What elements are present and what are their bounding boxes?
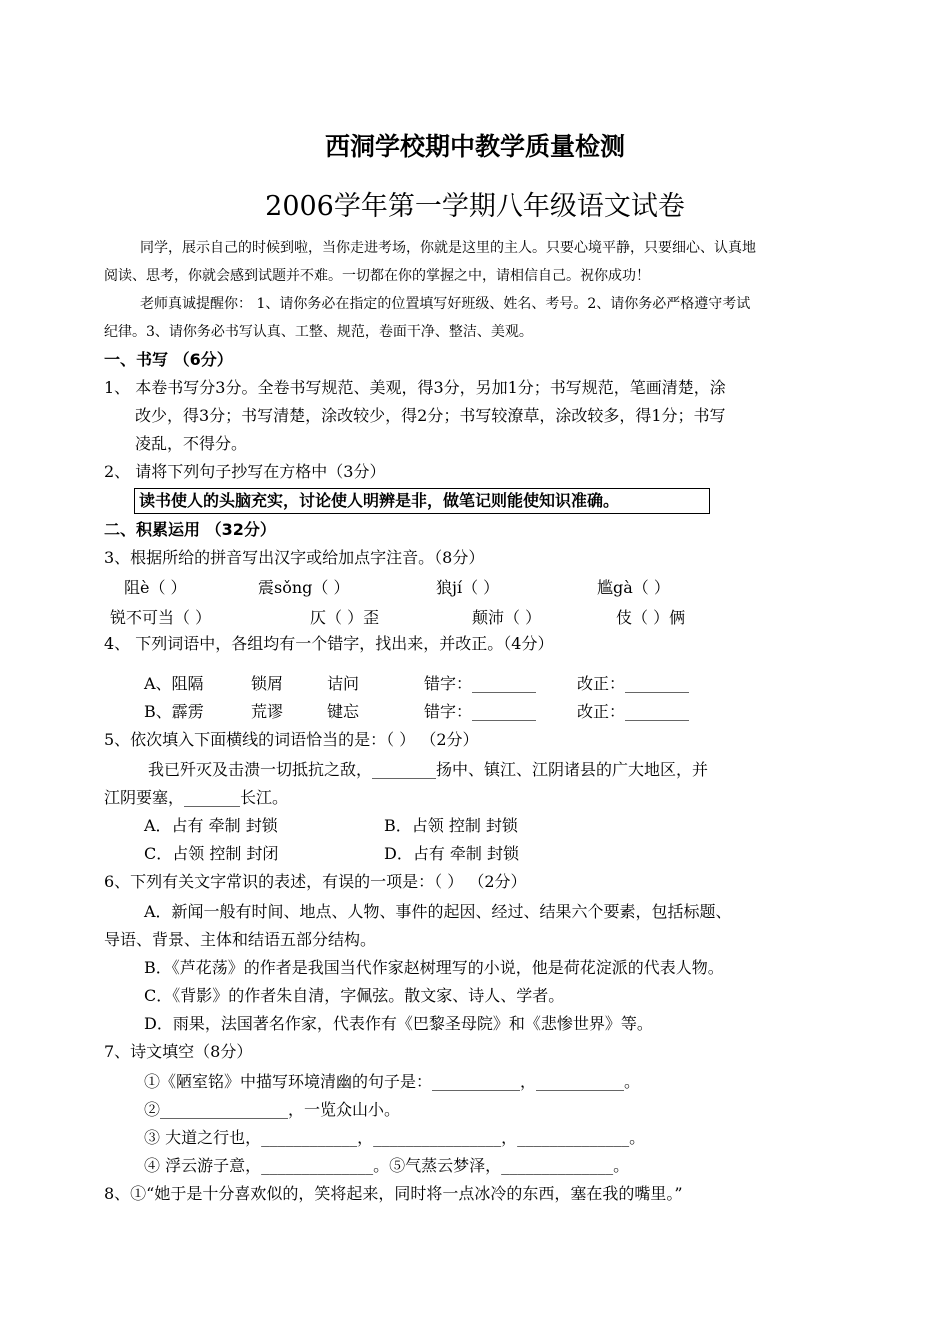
q6-prompt: 6、下列有关文字常识的表述，有误的一项是：（ ） （2分） (104, 872, 527, 891)
q7-prompt: 7、诗文填空（8分） (104, 1042, 253, 1061)
annotate-item: 仄（ ）歪 (310, 608, 380, 627)
q5-option: A．占有 牵制 封锁 (144, 816, 278, 835)
pinyin-item: 狼jí（ ） (436, 578, 500, 597)
q5-option: C．占领 控制 封闭 (144, 844, 279, 863)
q7-item-1: ①《陋室铭》中描写环境清幽的句子是：___________，___________。 (144, 1072, 641, 1091)
q8-prompt: 8、①“她于是十分喜欢似的，笑将起来，同时将一点冰冷的东西，塞在我的嘴里。” (104, 1184, 683, 1203)
q6-option-c: C．《背影》的作者朱自清，字佩弦。散文家、诗人、学者。 (144, 986, 565, 1005)
q7-item-2: ②________________，一览众山小。 (144, 1100, 401, 1119)
q5-option: B．占领 控制 封锁 (384, 816, 518, 835)
q4b-word: 荒谬 (251, 702, 284, 721)
q6-option-a-2: 导语、背景、主体和结语五部分结构。 (104, 930, 377, 949)
pinyin-item: 阻è（ ） (124, 578, 187, 597)
q4b-word: B、霹雳 (144, 702, 204, 721)
q7-item-3: ③ 大道之行也，____________，________________，______________。 (144, 1128, 646, 1147)
exam-subtitle: 2006学年第一学期八年级语文试卷 (265, 191, 685, 222)
q4b-error: 错字：________ (424, 702, 537, 721)
q4b-fix: 改正：________ (577, 702, 690, 721)
q4-prompt: 4、 下列词语中，各组均有一个错字，找出来，并改正。（4分） (104, 634, 554, 653)
intro-line-4: 纪律。3、请你务必书写认真、工整、规范，卷面干净、整洁、美观。 (104, 324, 533, 340)
section1-heading: 一、书写 （6分） (104, 350, 233, 369)
intro-line-1: 同学，展示自己的时候到啦，当你走进考场，你就是这里的主人。只要心境平静，只要细心、认真地 (140, 240, 756, 256)
q4a-error: 错字：________ (424, 674, 537, 693)
q5-option: D．占有 牵制 封锁 (384, 844, 520, 863)
q5-prompt: 5、依次填入下面横线的词语恰当的是：（ ） （2分） (104, 730, 479, 749)
q4a-word: 锁屑 (251, 674, 284, 693)
q3-prompt: 3、根据所给的拼音写出汉字或给加点字注音。（8分） (104, 548, 485, 567)
intro-line-2: 阅读、思考，你就会感到试题并不难。一切都在你的掌握之中，请相信自己。祝你成功！ (104, 268, 650, 284)
q7-item-4: ④ 浮云游子意，______________。⑤气蒸云梦泽，______________。 (144, 1156, 630, 1175)
section2-heading: 二、积累运用 （32分） (104, 520, 276, 539)
q4a-fix: 改正：________ (577, 674, 690, 693)
q6-option-d: D．雨果，法国著名作家，代表作有《巴黎圣母院》和《悲惨世界》等。 (144, 1014, 653, 1033)
q4b-word: 键忘 (327, 702, 360, 721)
exam-title: 西洞学校期中教学质量检测 (324, 132, 625, 161)
q1-line-3: 凌乱，不得分。 (135, 434, 248, 453)
q6-option-a-1: A．新闻一般有时间、地点、人物、事件的起因、经过、结果六个要素，包括标题、 (144, 902, 732, 921)
q5-text-1: 我已歼灭及击溃一切抵抗之敌，________扬中、镇江、江阴诸县的广大地区，并 (148, 760, 709, 779)
q5-text-2: 江阴要塞，_______长江。 (104, 788, 289, 807)
q6-option-b: B．《芦花荡》的作者是我国当代作家赵树理写的小说，他是荷花淀派的代表人物。 (144, 958, 724, 977)
pinyin-item: 尴gà（ ） (597, 578, 670, 597)
q4a-word: A、阻隔 (144, 674, 204, 693)
pinyin-item: 震sǒng（ ） (258, 578, 350, 597)
annotate-item: 颠沛（ ） (472, 608, 542, 627)
q4a-word: 诘问 (327, 674, 360, 693)
annotate-item: 伎（ ）俩 (616, 608, 686, 627)
intro-line-3: 老师真诚提醒你： 1、请你务必在指定的位置填写好班级、姓名、考号。2、请你务必严格遵守考试 (140, 296, 751, 312)
q2-prompt: 2、 请将下列句子抄写在方格中（3分） (104, 462, 386, 481)
q1-line-1: 1、 本卷书写分3分。全卷书写规范、美观，得3分，另加1分；书写规范，笔画清楚，涂 (104, 378, 726, 397)
annotate-item: 锐不可当（ ） (110, 608, 212, 627)
q1-line-2: 改少，得3分；书写清楚，涂改较少，得2分；书写较潦草，涂改较多，得1分；书写 (135, 406, 726, 425)
copy-sentence-box: 读书使人的头脑充实，讨论使人明辨是非，做笔记则能使知识准确。 (134, 488, 710, 514)
